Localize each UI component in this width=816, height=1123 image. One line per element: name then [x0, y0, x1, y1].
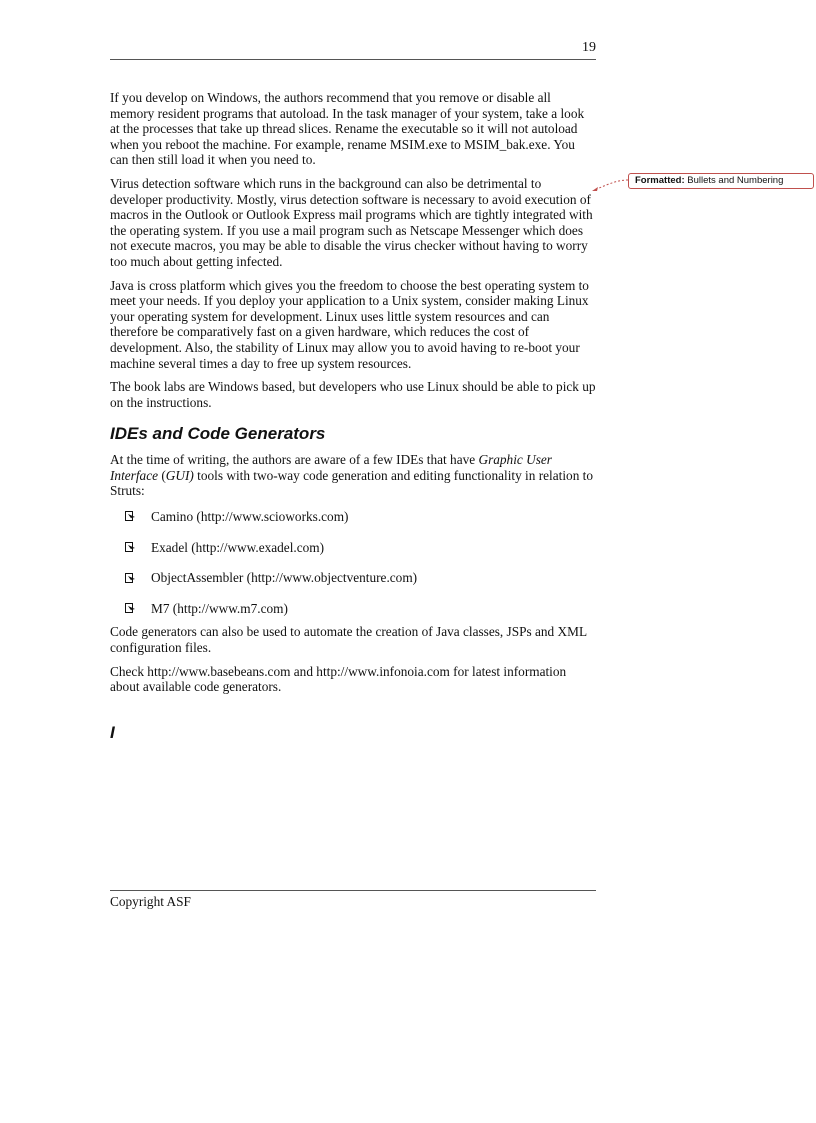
bullet-icon — [125, 542, 137, 553]
paragraph: The book labs are Windows based, but developers who use Linux should be able to pick up on the instructions. — [110, 379, 596, 410]
list-item — [110, 509, 596, 525]
bullet-icon — [125, 511, 137, 522]
footer-rule — [110, 890, 596, 891]
paragraph: Code generators can also be used to automate the creation of Java classes, JSPs and XML configuration files. — [110, 624, 587, 656]
section-heading: IDEs and Code Generators — [110, 424, 326, 444]
comment-connector-arrow — [590, 178, 630, 192]
header-rule — [110, 59, 596, 60]
footer-text: Copyright ASF — [110, 894, 191, 909]
paragraph: Virus detection software which runs in the background can also be detrimental to developer productivity. Mostly, virus detection software is necessary to avoid execution of macros in the Outlook or Outlook Express mail programs which are tightly integrated with the operating system. If you use a mail program such as Netscape Messenger which does not execute macros, you may be able to disable the virus checker without having to worry too much about getting infected. — [110, 175, 593, 269]
bullet-icon — [125, 603, 137, 614]
balloon-text: Bullets and Numbering — [684, 175, 784, 186]
list-item-text: ObjectAssembler (http://www.objectventure.com) — [151, 570, 418, 586]
paragraph: Check http://www.basebeans.com and http://www.infonoia.com for latest information about available code generators. — [110, 663, 567, 695]
list-item-text: M7 (http://www.m7.com) — [151, 600, 288, 616]
formatting-comment-balloon[interactable] — [628, 173, 814, 189]
balloon-label: Formatted: — [635, 175, 685, 186]
list-item-text: Camino (http://www.scioworks.com) — [151, 509, 349, 525]
paragraph: If you develop on Windows, the authors recommend that you remove or disable all memory resident programs that autoload. In the task manager of your system, take a look at the processes that take up thread slices. Rename the executable so it will not autoload when you reboot the machine. For example, rename MSIM.exe to MSIM_bak.exe. You can then still load it when you need to. — [110, 90, 585, 168]
list-item — [110, 570, 596, 586]
document-body — [110, 90, 596, 740]
section-intro: At the time of writing, the authors are aware of a few IDEs that have Graphic User Interface (GUI) tools with two-way code generation and editing functionality in relation to Struts: — [110, 452, 594, 499]
list-item-text: Exadel (http://www.exadel.com) — [151, 539, 325, 555]
ide-list — [110, 509, 596, 616]
paragraph: Java is cross platform which gives you the freedom to choose the best operating system to meet your needs. If you deploy your application to a Unix system, consider making Linux your operating system for development. Linux uses little system resources and can therefore be comparatively fast on a given hardware, which reduces the cost of development. Also, the stability of Linux may allow you to avoid having to re-boot your machine several times a day to free up system resources. — [110, 277, 589, 371]
page-number: 19 — [582, 40, 596, 55]
stray-heading: I — [110, 722, 115, 742]
list-item — [110, 540, 596, 556]
list-item — [110, 601, 596, 617]
bullet-icon — [125, 573, 137, 584]
